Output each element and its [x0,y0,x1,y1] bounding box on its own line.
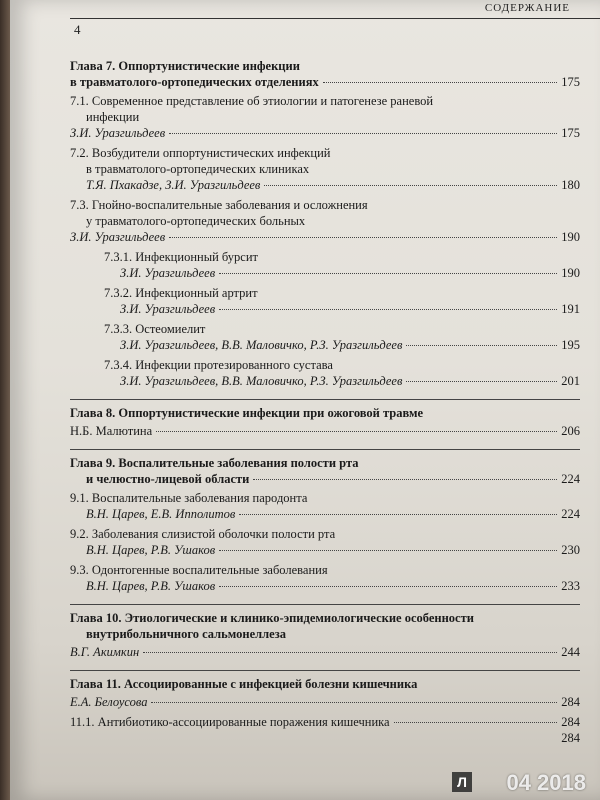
leader-dots [239,514,557,515]
leader-dots [394,722,558,723]
section-author-line [70,229,580,245]
leader-dots [169,237,557,238]
chapter-title-text: в травматолого-ортопедических отделениях [70,75,319,89]
section-7-3 [70,197,580,245]
page-ref: 180 [561,178,580,192]
leader-dots [151,702,557,703]
chapter-11 [70,670,580,746]
leader-dots [219,273,557,274]
section-author-line [70,506,580,522]
chapter-title-line [70,74,580,90]
page-ref: 284 [561,715,580,729]
leader-dots [406,345,557,346]
page-ref: 224 [561,507,580,521]
section-title: 7.1. Современное представление об этиологии и патогенезе раневой [70,94,434,108]
page-ref: 224 [561,472,580,486]
page-ref: 284 [561,695,580,709]
author: В.Г. Акимкин [70,645,140,659]
leader-dots [219,586,557,587]
page-ref: 230 [561,543,580,557]
subsection-7-3-4 [70,357,580,389]
author: З.И. Уразгильдеев, В.В. Маловичко, Р.З. Уразгильдеев [120,338,403,352]
section-author-line [70,578,580,594]
chapter-author-line [70,644,580,660]
chapter-title-line: Глава 10. Этиологические и клинико-эпидемиологические особенности [70,611,474,625]
leader-dots [323,82,558,83]
subsection-title: 7.3.4. Инфекции протезированного сустава [104,358,333,372]
author: З.И. Уразгильдеев [120,302,216,316]
table-of-contents [70,58,580,754]
leader-dots [156,431,557,432]
subsection-author-line [104,337,580,353]
section-title: 11.1. Антибиотико-ассоциированные поражения кишечника [70,715,390,729]
section-author-line [70,177,580,193]
chapter-title-line: Глава 8. Оппортунистические инфекции при ожоговой травме [70,406,424,420]
author: В.Н. Царев, Р.В. Ушаков [86,579,216,593]
page-ref: 201 [561,374,580,388]
leader-dots [219,309,557,310]
subsection-7-3-1 [70,249,580,281]
section-9-3 [70,562,580,594]
page-ref: 206 [561,424,580,438]
author: З.И. Уразгильдеев, В.В. Маловичко, Р.З. Уразгильдеев [120,374,403,388]
subsection-7-3-3 [70,321,580,353]
chapter-title-line: Глава 11. Ассоциированные с инфекцией болезни кишечника [70,677,418,691]
chapter-8 [70,399,580,439]
chapter-7 [70,58,580,389]
chapter-title-text: и челюстно-лицевой области [86,472,250,486]
book-page [10,0,600,800]
leader-dots [169,133,557,134]
page-ref: 190 [561,266,580,280]
section-title: 9.3. Одонтогенные воспалительные заболевания [70,563,328,577]
author: З.И. Уразгильдеев [70,230,166,244]
page-ref: 195 [561,338,580,352]
leader-dots [253,479,557,480]
chapter-title-line: внутрибольничного сальмонеллеза [86,627,286,641]
author: З.И. Уразгильдеев [70,126,166,140]
subsection-author-line [104,373,580,389]
section-author-line [70,125,580,141]
subsection-title: 7.3.3. Остеомиелит [104,322,206,336]
chapter-10 [70,604,580,660]
section-title-cont: у травматолого-ортопедических больных [86,214,306,228]
subsection-author-line [104,301,580,317]
author: З.И. Уразгильдеев [120,266,216,280]
chapter-title-line [70,471,580,487]
section-title: 9.2. Заболевания слизистой оболочки полости рта [70,527,336,541]
section-title-cont: инфекции [86,110,140,124]
chapter-author-line [70,423,580,439]
running-head: СОДЕРЖАНИЕ [484,2,570,14]
section-7-2 [70,145,580,193]
watermark-logo-icon: Л [452,772,472,792]
chapter-author-line [70,694,580,710]
section-11-1 [70,714,580,730]
page-ref: 175 [561,75,580,89]
author: Е.А. Белоусова [70,695,148,709]
author: Т.Я. Пхакадзе, З.И. Уразгильдеев [86,178,261,192]
section-9-2 [70,526,580,558]
leader-dots [406,381,557,382]
chapter-9 [70,449,580,594]
section-7-1 [70,93,580,141]
page-ref: 190 [561,230,580,244]
watermark-date: 04 2018 [506,770,586,795]
page-ref: 233 [561,579,580,593]
author: В.Н. Царев, Р.В. Ушаков [86,543,216,557]
author: Н.Б. Малютина [70,424,153,438]
leader-dots [264,185,557,186]
section-author-line [70,542,580,558]
book-spine-edge [0,0,10,800]
page-number: 4 [74,22,81,37]
subsection-title: 7.3.1. Инфекционный бурсит [104,250,258,264]
section-9-1 [70,490,580,522]
section-title: 7.2. Возбудители оппортунистических инфекций [70,146,331,160]
page-ref: 175 [561,126,580,140]
author: В.Н. Царев, Е.В. Ипполитов [86,507,236,521]
leader-dots [143,652,557,653]
page-ref: 244 [561,645,580,659]
section-title-cont: в травматолого-ортопедических клиниках [86,162,310,176]
leader-dots [219,550,557,551]
subsection-7-3-2 [70,285,580,317]
section-title: 9.1. Воспалительные заболевания пародонта [70,491,308,505]
subsection-title: 7.3.2. Инфекционный артрит [104,286,258,300]
chapter-title-line: Глава 7. Оппортунистические инфекции [70,59,300,73]
subsection-author-line [104,265,580,281]
header-rule [70,18,600,19]
section-title: 7.3. Гнойно-воспалительные заболевания и осложнения [70,198,368,212]
chapter-title-line: Глава 9. Воспалительные заболевания полости рта [70,456,359,470]
page-ref: 191 [561,302,580,316]
page-ref-trailing: 284 [561,731,580,745]
